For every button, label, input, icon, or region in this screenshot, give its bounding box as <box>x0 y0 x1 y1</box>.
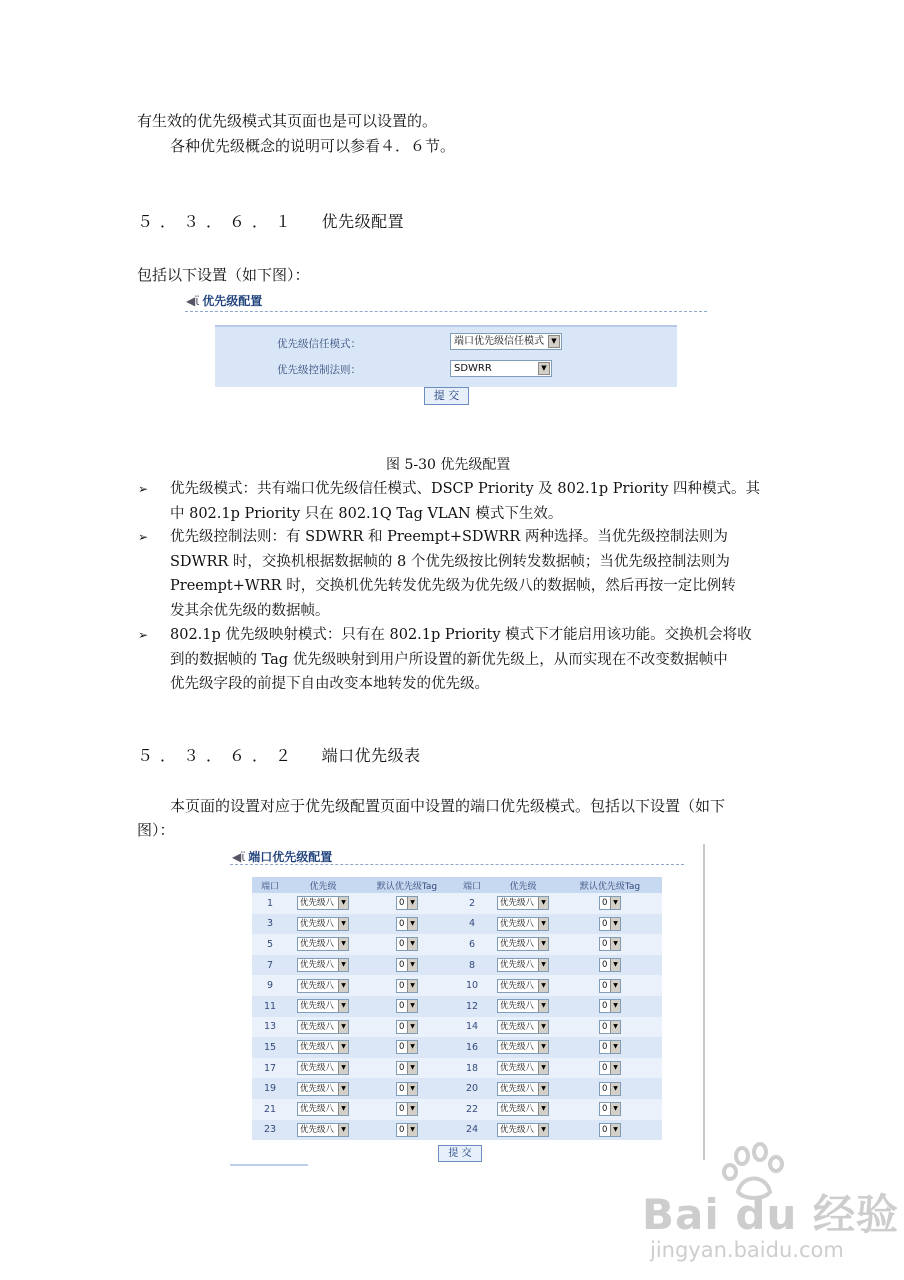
table-cell <box>252 914 288 935</box>
chevron-down-icon: ▼ <box>338 1041 348 1053</box>
table-cell <box>488 996 558 1017</box>
default-tag-select[interactable]: 0 ▼ <box>599 1061 621 1075</box>
default-tag-select[interactable]: 0 ▼ <box>599 1020 621 1034</box>
default-tag-select[interactable]: 0 ▼ <box>599 917 621 931</box>
table-row <box>252 1120 662 1141</box>
chevron-down-icon: ▼ <box>338 1103 348 1115</box>
table-cell <box>456 1078 488 1099</box>
chevron-down-icon: ▼ <box>338 1083 348 1095</box>
column-header: 优先级 <box>488 877 558 893</box>
table-cell <box>288 1099 358 1120</box>
table-cell <box>488 934 558 955</box>
port-priority-table <box>252 877 662 1140</box>
speaker-icon: ◀ϊ <box>186 294 200 308</box>
trust-mode-label: 优先级信任模式： <box>277 338 361 350</box>
table-cell <box>358 955 456 976</box>
chevron-down-icon: ▼ <box>338 980 348 992</box>
table-cell <box>252 893 288 914</box>
table-row <box>252 1037 662 1058</box>
chevron-down-icon: ▼ <box>538 1021 548 1033</box>
table-cell <box>252 1058 288 1079</box>
default-tag-select[interactable]: 0 ▼ <box>396 937 418 951</box>
default-tag-select[interactable]: 0 ▼ <box>396 917 418 931</box>
table-cell <box>358 893 456 914</box>
default-tag-select[interactable]: 0 ▼ <box>396 1082 418 1096</box>
chevron-down-icon: ▼ <box>338 938 348 950</box>
chevron-down-icon: ▼ <box>338 1021 348 1033</box>
table-row <box>252 1099 662 1120</box>
section-heading-5-3-6-2 <box>137 743 421 766</box>
table-cell <box>558 1078 662 1099</box>
table-row <box>252 955 662 976</box>
table-cell <box>252 1017 288 1038</box>
table-cell <box>488 1099 558 1120</box>
port-number: 12 <box>465 1000 479 1012</box>
chevron-down-icon: ▼ <box>407 1062 417 1074</box>
table-cell <box>456 1120 488 1141</box>
chevron-down-icon: ▼ <box>407 959 417 971</box>
bullet-item: ➢ 优先级控制法则：有 SDWRR 和 Preempt+SDWRR 两种选择。当优先级控制法则为 SDWRR 时，交换机根据数据帧的 8 个优先级按比例转发数据帧；当优先级控制法则为 Preempt+WRR 时，交换机优先转发优先级为优先级八的数据帧，然后再按一定比例转 发其余优先级的数据帧。 <box>170 525 790 623</box>
priority-select[interactable]: 优先级八 ▼ <box>497 1040 549 1054</box>
submit-button[interactable]: 提 交 <box>438 1145 482 1162</box>
table-row <box>252 1078 662 1099</box>
chevron-down-icon: ▼ <box>407 1083 417 1095</box>
speaker-icon: ◀ϊ <box>232 850 246 864</box>
table-cell <box>456 955 488 976</box>
table-cell <box>288 975 358 996</box>
priority-select[interactable]: 优先级八 ▼ <box>297 1020 349 1034</box>
table-cell <box>558 893 662 914</box>
panel-title: ◀ϊ 优先级配置 <box>186 294 263 308</box>
divider <box>230 1164 308 1166</box>
table-cell <box>488 1120 558 1141</box>
priority-select[interactable]: 优先级八 ▼ <box>497 1061 549 1075</box>
port-number: 10 <box>465 980 479 992</box>
column-header: 默认优先级Tag <box>358 877 456 893</box>
default-tag-select[interactable]: 0 ▼ <box>396 1020 418 1034</box>
chevron-down-icon: ▼ <box>407 980 417 992</box>
column-header: 优先级 <box>288 877 358 893</box>
watermark-url: jingyan.baidu.com <box>650 1238 844 1262</box>
table-cell <box>288 1120 358 1141</box>
chevron-down-icon: ▼ <box>407 897 417 909</box>
table-cell <box>288 1058 358 1079</box>
arrow-bullet-icon: ➢ <box>138 482 149 496</box>
paragraph-line: 本页面的设置对应于优先级配置页面中设置的端口优先级模式。包括以下设置（如下 <box>170 797 726 815</box>
chevron-down-icon: ▼ <box>407 1021 417 1033</box>
table-cell <box>288 955 358 976</box>
chevron-down-icon: ▼ <box>338 959 348 971</box>
chevron-down-icon: ▼ <box>538 918 548 930</box>
table-cell <box>288 914 358 935</box>
chevron-down-icon: ▼ <box>338 1000 348 1012</box>
trust-mode-select[interactable]: 端口优先级信任模式 ▼ <box>450 333 562 350</box>
default-tag-select[interactable]: 0 ▼ <box>599 1102 621 1116</box>
chevron-down-icon: ▼ <box>610 1124 620 1136</box>
port-number: 5 <box>266 938 274 950</box>
table-cell <box>252 1099 288 1120</box>
chevron-down-icon: ▼ <box>538 1000 548 1012</box>
chevron-down-icon: ▼ <box>610 938 620 950</box>
table-cell <box>558 1037 662 1058</box>
port-number: 14 <box>465 1021 479 1033</box>
chevron-down-icon: ▼ <box>407 1124 417 1136</box>
table-row <box>252 934 662 955</box>
priority-select[interactable]: 优先级八 ▼ <box>297 917 349 931</box>
paragraph-line: 图）： <box>137 821 175 839</box>
table-cell <box>358 1037 456 1058</box>
default-tag-select[interactable]: 0 ▼ <box>396 979 418 993</box>
table-cell <box>252 1037 288 1058</box>
port-number: 22 <box>465 1103 479 1115</box>
port-number: 8 <box>468 959 476 971</box>
chevron-down-icon: ▼ <box>610 1021 620 1033</box>
submit-button[interactable]: 提 交 <box>424 387 469 405</box>
table-cell <box>252 975 288 996</box>
default-tag-select[interactable]: 0 ▼ <box>396 999 418 1013</box>
table-cell <box>488 893 558 914</box>
priority-select[interactable]: 优先级八 ▼ <box>497 1102 549 1116</box>
watermark-brand: Bai du 经验 <box>642 1190 899 1239</box>
priority-select[interactable]: 优先级八 ▼ <box>297 999 349 1013</box>
table-row <box>252 893 662 914</box>
default-tag-select[interactable]: 0 ▼ <box>599 1123 621 1137</box>
chevron-down-icon: ▼ <box>548 335 560 348</box>
scrollbar[interactable] <box>703 844 705 1160</box>
table-cell <box>358 934 456 955</box>
priority-select[interactable]: 优先级八 ▼ <box>497 958 549 972</box>
priority-select[interactable]: 优先级八 ▼ <box>297 1123 349 1137</box>
default-tag-select[interactable]: 0 ▼ <box>396 896 418 910</box>
control-rule-select[interactable]: SDWRR ▼ <box>450 360 552 377</box>
table-cell <box>252 1078 288 1099</box>
default-tag-select[interactable]: 0 ▼ <box>599 1082 621 1096</box>
table-cell <box>456 1037 488 1058</box>
section-title: 端口优先级表 <box>321 746 421 765</box>
table-cell <box>558 975 662 996</box>
default-tag-select[interactable]: 0 ▼ <box>396 1102 418 1116</box>
divider <box>230 864 684 865</box>
chevron-down-icon: ▼ <box>338 1124 348 1136</box>
table-header-row <box>252 877 662 893</box>
chevron-down-icon: ▼ <box>538 1124 548 1136</box>
table-cell <box>252 996 288 1017</box>
section-number: ５．３．６．１ <box>137 212 299 231</box>
port-number: 7 <box>266 959 274 971</box>
chevron-down-icon: ▼ <box>538 1083 548 1095</box>
chevron-down-icon: ▼ <box>610 959 620 971</box>
arrow-bullet-icon: ➢ <box>138 530 149 544</box>
table-cell <box>288 1017 358 1038</box>
default-tag-select[interactable]: 0 ▼ <box>396 1123 418 1137</box>
table-cell <box>488 1078 558 1099</box>
chevron-down-icon: ▼ <box>407 1041 417 1053</box>
table-cell <box>252 955 288 976</box>
default-tag-select[interactable]: 0 ▼ <box>599 958 621 972</box>
default-tag-select[interactable]: 0 ▼ <box>396 958 418 972</box>
port-number: 15 <box>263 1041 277 1053</box>
table-row <box>252 914 662 935</box>
default-tag-select[interactable]: 0 ▼ <box>599 979 621 993</box>
chevron-down-icon: ▼ <box>610 1062 620 1074</box>
column-header: 端口 <box>252 877 288 893</box>
default-tag-select[interactable]: 0 ▼ <box>599 896 621 910</box>
port-number: 19 <box>263 1083 277 1095</box>
priority-select[interactable]: 优先级八 ▼ <box>297 1082 349 1096</box>
priority-select[interactable]: 优先级八 ▼ <box>297 937 349 951</box>
table-cell <box>358 914 456 935</box>
port-number: 21 <box>263 1103 277 1115</box>
priority-select[interactable]: 优先级八 ▼ <box>497 896 549 910</box>
table-cell <box>488 1058 558 1079</box>
table-cell <box>488 955 558 976</box>
column-header: 端口 <box>456 877 488 893</box>
chevron-down-icon: ▼ <box>407 918 417 930</box>
chevron-down-icon: ▼ <box>538 1041 548 1053</box>
paragraph-line: 包括以下设置（如下图）： <box>137 266 310 284</box>
section-number: ５．３．６．２ <box>137 746 299 765</box>
port-number: 1 <box>266 897 274 909</box>
port-number: 3 <box>266 918 274 930</box>
table-cell <box>456 1058 488 1079</box>
default-tag-select[interactable]: 0 ▼ <box>599 937 621 951</box>
port-number: 4 <box>468 918 476 930</box>
table-row <box>252 1017 662 1038</box>
table-row <box>252 996 662 1017</box>
chevron-down-icon: ▼ <box>538 980 548 992</box>
port-number: 2 <box>468 897 476 909</box>
port-priority-screenshot <box>228 842 708 1168</box>
table-cell <box>288 893 358 914</box>
chevron-down-icon: ▼ <box>538 938 548 950</box>
port-number: 24 <box>465 1124 479 1136</box>
chevron-down-icon: ▼ <box>338 897 348 909</box>
table-cell <box>288 1037 358 1058</box>
priority-select[interactable]: 优先级八 ▼ <box>297 979 349 993</box>
chevron-down-icon: ▼ <box>610 1103 620 1115</box>
priority-select[interactable]: 优先级八 ▼ <box>497 937 549 951</box>
port-number: 13 <box>263 1021 277 1033</box>
paragraph-line: 各种优先级概念的说明可以参看４．６节。 <box>170 137 456 155</box>
chevron-down-icon: ▼ <box>610 980 620 992</box>
figure-caption: 图 5-30 优先级配置 <box>386 457 511 473</box>
table-cell <box>558 1058 662 1079</box>
table-cell <box>252 934 288 955</box>
table-cell <box>358 1099 456 1120</box>
table-cell <box>558 1120 662 1141</box>
chevron-down-icon: ▼ <box>538 897 548 909</box>
default-tag-select[interactable]: 0 ▼ <box>396 1061 418 1075</box>
divider <box>185 311 707 312</box>
priority-select[interactable]: 优先级八 ▼ <box>297 1102 349 1116</box>
table-cell <box>488 1037 558 1058</box>
bullet-item: ➢ 802.1p 优先级映射模式：只有在 802.1p Priority 模式下才能启用该功能。交换机会将收 到的数据帧的 Tag 优先级映射到用户所设置的新优先级上，从而实现在不改变数据帧中 优先级字段的前提下自由改变本地转发的优先级。 <box>170 623 790 697</box>
priority-select[interactable]: 优先级八 ▼ <box>497 1020 549 1034</box>
priority-select[interactable]: 优先级八 ▼ <box>497 979 549 993</box>
port-number: 9 <box>266 980 274 992</box>
table-cell <box>358 1058 456 1079</box>
form-box <box>215 325 677 387</box>
priority-select[interactable]: 优先级八 ▼ <box>497 917 549 931</box>
column-header: 默认优先级Tag <box>558 877 662 893</box>
control-rule-label: 优先级控制法则： <box>277 364 361 376</box>
chevron-down-icon: ▼ <box>538 1062 548 1074</box>
chevron-down-icon: ▼ <box>610 1041 620 1053</box>
default-tag-select[interactable]: 0 ▼ <box>599 999 621 1013</box>
watermark <box>640 1142 899 1272</box>
port-number: 23 <box>263 1124 277 1136</box>
priority-select[interactable]: 优先级八 ▼ <box>297 896 349 910</box>
arrow-bullet-icon: ➢ <box>138 628 149 642</box>
chevron-down-icon: ▼ <box>338 918 348 930</box>
chevron-down-icon: ▼ <box>407 1000 417 1012</box>
chevron-down-icon: ▼ <box>338 1062 348 1074</box>
table-cell <box>358 975 456 996</box>
table-row <box>252 975 662 996</box>
table-row <box>252 1058 662 1079</box>
chevron-down-icon: ▼ <box>538 362 550 375</box>
table-cell <box>488 1017 558 1038</box>
table-cell <box>456 975 488 996</box>
table-cell <box>288 934 358 955</box>
table-cell <box>456 996 488 1017</box>
table-cell <box>252 1120 288 1141</box>
port-number: 18 <box>465 1062 479 1074</box>
chevron-down-icon: ▼ <box>610 897 620 909</box>
default-tag-select[interactable]: 0 ▼ <box>599 1040 621 1054</box>
priority-config-screenshot <box>183 288 723 446</box>
table-cell <box>558 996 662 1017</box>
priority-select[interactable]: 优先级八 ▼ <box>497 1123 549 1137</box>
table-cell <box>456 1099 488 1120</box>
paragraph-line: 有生效的优先级模式其页面也是可以设置的。 <box>137 112 438 130</box>
table-cell <box>456 914 488 935</box>
table-cell <box>558 914 662 935</box>
table-cell <box>456 934 488 955</box>
priority-select[interactable]: 优先级八 ▼ <box>297 1040 349 1054</box>
table-cell <box>358 1017 456 1038</box>
table-cell <box>558 934 662 955</box>
section-heading-5-3-6-1 <box>137 209 404 232</box>
table-cell <box>558 1099 662 1120</box>
port-number: 11 <box>263 1000 277 1012</box>
port-number: 17 <box>263 1062 277 1074</box>
port-number: 6 <box>468 938 476 950</box>
table-cell <box>456 893 488 914</box>
priority-select[interactable]: 优先级八 ▼ <box>497 1082 549 1096</box>
chevron-down-icon: ▼ <box>407 1103 417 1115</box>
table-cell <box>558 955 662 976</box>
default-tag-select[interactable]: 0 ▼ <box>396 1040 418 1054</box>
table-cell <box>288 996 358 1017</box>
chevron-down-icon: ▼ <box>610 918 620 930</box>
port-number: 16 <box>465 1041 479 1053</box>
table-cell <box>488 975 558 996</box>
priority-select[interactable]: 优先级八 ▼ <box>297 1061 349 1075</box>
chevron-down-icon: ▼ <box>610 1083 620 1095</box>
chevron-down-icon: ▼ <box>610 1000 620 1012</box>
bullet-item: ➢ 优先级模式：共有端口优先级信任模式、DSCP Priority 及 802.1p Priority 四种模式。其 中 802.1p Priority 只在 802.1Q Tag VLAN 模式下生效。 <box>170 477 790 526</box>
table-cell <box>456 1017 488 1038</box>
section-title: 优先级配置 <box>321 212 405 231</box>
table-cell <box>358 1120 456 1141</box>
table-cell <box>558 1017 662 1038</box>
chevron-down-icon: ▼ <box>538 1103 548 1115</box>
chevron-down-icon: ▼ <box>538 959 548 971</box>
panel-title: ◀ϊ 端口优先级配置 <box>232 850 333 864</box>
table-cell <box>358 996 456 1017</box>
chevron-down-icon: ▼ <box>407 938 417 950</box>
table-cell <box>488 914 558 935</box>
port-number: 20 <box>465 1083 479 1095</box>
priority-select[interactable]: 优先级八 ▼ <box>497 999 549 1013</box>
table-cell <box>358 1078 456 1099</box>
priority-select[interactable]: 优先级八 ▼ <box>297 958 349 972</box>
table-cell <box>288 1078 358 1099</box>
